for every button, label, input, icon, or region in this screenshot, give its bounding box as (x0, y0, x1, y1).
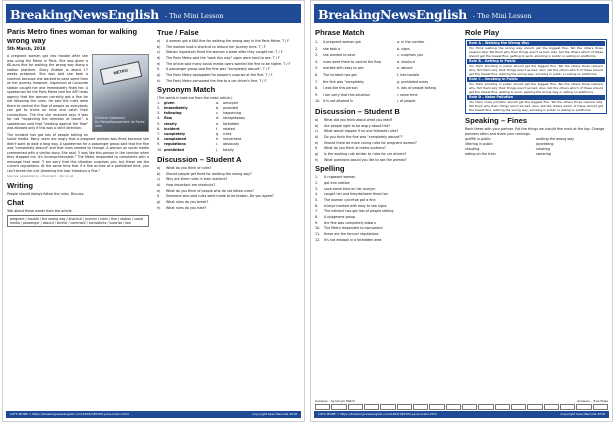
roleplay-box (465, 39, 607, 114)
role-text: You think shouting in public should get the biggest fine. Tell the others three reasons why. Tell them why their things aren't as bad. Also, tell the others which of these should get the lowest fine: walking the wrong way, smoking in public or eating on platforms. (469, 63, 603, 76)
footer-bar (314, 411, 609, 418)
item-letter: a) (315, 117, 319, 122)
item-number: 12. (315, 237, 321, 242)
item-letter: g) (157, 73, 161, 78)
item-text: Station inspectors fined the woman a week after they caught her. T / F (166, 50, 283, 55)
list-item (315, 187, 457, 192)
list-item (315, 204, 457, 209)
row-word: given (164, 100, 175, 105)
brand-subtitle: - The Mini Lesson (164, 12, 224, 20)
list-item (315, 146, 457, 151)
row-end: j. of people (397, 99, 416, 104)
row-start: she wanted to save (323, 53, 356, 58)
item-number: 2. (315, 180, 319, 185)
row-letter: i. (216, 142, 219, 147)
item-text: How important are shortcuts? (166, 182, 216, 187)
row-number: 7. (315, 79, 319, 84)
item-text: What do you think of metro systems? (324, 146, 386, 151)
item-letter: e) (157, 61, 161, 66)
chat-text: Talk about these words from the article. (7, 209, 73, 213)
item-letter: h) (157, 205, 161, 210)
item-text: The Paris Metro compared the fine to a car driver's fine. T / F (166, 78, 267, 83)
discussion-b-list (315, 118, 457, 162)
role-heading: Role B – Getting in Public (467, 59, 605, 64)
phrase-row (315, 72, 457, 79)
list-item (315, 215, 457, 220)
roleplay-column (465, 26, 607, 157)
item-letter: b) (315, 123, 319, 128)
list-item (157, 73, 299, 78)
photo-caption: Graham Cabaneau Du Parisdépassement de Fonte vers (95, 116, 145, 128)
row-answer: provided (223, 106, 238, 111)
item-number: 1. (315, 175, 319, 180)
item-number: 7. (315, 209, 319, 214)
item-number: 4. (315, 192, 319, 197)
item-number: 8. (315, 215, 319, 220)
row-answer: annoyed (223, 100, 238, 105)
list-item (315, 198, 457, 203)
synonym-list (157, 101, 299, 153)
article-column (7, 26, 149, 227)
row-letter: g. (216, 132, 220, 137)
article-paragraph: A pregnant woman got into trouble after she was using the Metro in Paris. She was given a 60-euro fine for walking the wrong way along a station platform. Stacy Bubble is about 17 weeks pregnant. She was told she took a shortcut because she wanted to save some time on her journey. However, inspectors at Concorde station caught her and immediately fined her. A spokesman for the Paris Metro told the AFP news agency that the woman correctly got a fine for not following the rules. He said the rules were there to control the flow of people so everybody can get to trains on time and catch their connections. The fine she received says it was for not "respecting the direction of travel". A spokesman said that "walking against the flow" was allowed only if this was a strict direction. (7, 54, 88, 130)
item-text: Is the working rule similar to rules for car drivers? (324, 152, 407, 157)
item-text: The ndiniect has got lots of people talking (324, 209, 394, 214)
row-letter: d. (216, 116, 220, 121)
list-item (157, 62, 299, 67)
list-item (157, 79, 299, 84)
item-text: What rules do you hate? (166, 205, 207, 210)
article-headline: Paris Metro fines woman for walking wrong way (7, 27, 138, 45)
answer-cell[interactable] (511, 404, 526, 410)
item-letter: f) (315, 146, 318, 151)
item-text: The Paris Metro said the "walk this way" signs were hard to see. T / F (166, 56, 280, 61)
item-text: The Paris Metro apologized for people's surprise at the fine. T / F (166, 73, 273, 78)
row-end: g. prohibited areas (397, 79, 429, 84)
discussion-a-list (157, 166, 299, 210)
item-text: A npsgesera group (324, 215, 356, 220)
brand-subtitle: - The Mini Lesson (472, 12, 532, 20)
phrase-row (315, 65, 457, 72)
phrase-row (315, 52, 457, 59)
item-number: 6. (315, 203, 319, 208)
list-item (315, 181, 457, 186)
role-card (467, 77, 605, 94)
row-end: d. shortcut (397, 59, 415, 64)
list-item (157, 200, 299, 205)
answer-cell[interactable] (413, 404, 428, 410)
list-item (157, 56, 299, 61)
answer-cell[interactable] (348, 404, 363, 410)
item-text: The woman cylcrrtoe got a fine (324, 198, 376, 202)
row-start: I was like this person (323, 86, 358, 91)
fines-list (465, 137, 607, 157)
list-item (315, 152, 457, 157)
row-letter: h. (216, 137, 220, 142)
writing-title: Writing (7, 180, 34, 190)
item-text: Should people get fined for walking the wrong way? (166, 171, 252, 176)
answer-cell[interactable] (593, 404, 608, 410)
item-number: 5. (315, 198, 319, 202)
item-text: What do you think of people who do not follow rules? (166, 188, 254, 193)
answer-cell[interactable] (380, 404, 395, 410)
row-letter: b. (216, 106, 220, 111)
row-number: 4. (315, 59, 319, 64)
answer-cell[interactable] (576, 404, 591, 410)
role-text: You think smoking in public should get the biggest fine. Tell the others three reasons why. Tell them why their things aren't as bad. Also, tell the others which of these should get the lowest fine: getting to work, walking the wrong way or eating on platforms. (469, 81, 603, 94)
row-end: h. lots of people talking (397, 86, 436, 91)
list-item (157, 172, 299, 177)
row-number: 10. (157, 147, 163, 152)
row-number: 8. (157, 137, 161, 142)
row-letter: e. (216, 121, 220, 126)
item-letter: d) (157, 56, 161, 61)
phrase-row (315, 79, 457, 86)
list-item (157, 194, 299, 199)
brand-name: BreakingNewsEnglish (10, 7, 159, 22)
list-item (157, 183, 299, 188)
row-end: c. surprises you (397, 53, 424, 58)
list-item (315, 192, 457, 197)
row-word: prohibited (164, 147, 184, 152)
item-letter: f) (157, 67, 160, 72)
list-item (315, 232, 457, 237)
row-number: 10. (315, 99, 321, 104)
role-heading: Role A – Walking the Wrong Way (467, 41, 605, 46)
item-text: Someone who said rules were made to be broken. Do you agree? (166, 194, 274, 199)
article-photo (92, 54, 149, 132)
item-letter: c) (315, 129, 319, 134)
list-item (315, 141, 457, 146)
item-text: A rngaepnt woman (324, 175, 356, 180)
phrase-row (315, 46, 457, 53)
row-number: 2. (315, 46, 319, 51)
row-answer: obviously (223, 142, 240, 147)
list-item (157, 189, 299, 194)
row-start: rules were there to control the flow (323, 59, 382, 64)
list-item (315, 209, 457, 214)
article-credit: Sources: newsphoto.tv • thelocal.fr • bbc.co.uk (7, 174, 74, 178)
row-number: 5. (315, 66, 319, 71)
row-end: i. some time (397, 92, 418, 97)
item-text: Why are there rules in train stations? (166, 177, 228, 182)
item-number: 11. (315, 232, 321, 237)
row-start: The incident has got (323, 72, 357, 77)
phrase-row (315, 98, 457, 105)
item-letter: g) (157, 199, 161, 204)
row-number: 1. (315, 40, 319, 44)
chat-title: Chat (7, 198, 24, 207)
speaking-fines-intro: Rank these with your partner. Put the things we should fine most at the top. Change partners often and share your rankings. (465, 127, 605, 136)
role-card (467, 41, 605, 58)
list-item: shouting (465, 147, 480, 151)
item-text: save some time on her ouerjyn (324, 186, 376, 191)
item-text: Should there be more caring rules for pregnant women? (324, 140, 417, 145)
row-number: 5. (157, 121, 161, 126)
item-text: A woman got a $60 fine for walking the wrong way in the Paris Metro. T / F (166, 39, 290, 43)
item-text: The article said many social media users wanted the fine to be higher. T / F (166, 61, 291, 66)
phrase-list (315, 39, 457, 105)
item-letter: e) (157, 188, 161, 193)
row-word: flow (164, 116, 172, 121)
list-item (315, 221, 457, 226)
answer-cell[interactable] (446, 404, 461, 410)
row-word: complained (164, 137, 187, 142)
answer-cell[interactable] (315, 404, 330, 410)
row-end: a. in the corridor (397, 40, 425, 44)
item-number: 9. (315, 220, 319, 225)
row-answer: movement (223, 137, 242, 142)
item-letter: c) (157, 50, 161, 55)
item-text: What questions would you like to ask the woman? (324, 157, 407, 162)
list-item (315, 175, 457, 180)
article-paragraph: The incident has got lots of people talking on social media. Many users are angry that a pregnant woman was fined because she didn't want to walk a long way. A spokesman for a passenger group said that the fine was "completely absurd" and that rules needed to change. A woman on social media commented with a similar story. She said, "I was like this person in the corridor when they stopped me. It's incomprehensible." The Metro responded to complaints with a message that read: "I am sorry that this situation surprises you, but these are the current regulations. At the same time that if a fine arrives at a prohibited time, you can't break the rule (breaking the law) introduce a fine." (7, 132, 149, 173)
role-card (467, 59, 605, 76)
item-text: the fine was completely bdsaru (324, 220, 376, 225)
header-banner (314, 4, 609, 23)
answer-cell[interactable] (429, 404, 444, 410)
item-letter: d) (157, 182, 161, 187)
item-text: What do you think of rules? (166, 165, 212, 170)
item-letter: c) (157, 177, 161, 182)
chat-word-box: pregnant / trouble / the wrong way / shortcut / journey / rules / fine / station / social media / passenger / absurd / similar / comment / complaints / surprise / law (7, 215, 149, 228)
list-item: graffiti in public (465, 137, 491, 141)
row-word: immediately (164, 106, 188, 111)
row-start: the fine was "completely (323, 79, 364, 84)
answer-cell[interactable] (544, 404, 559, 410)
roleplay-title: Role Play (465, 28, 500, 37)
item-letter: h) (157, 78, 161, 83)
row-number: 7. (157, 132, 161, 137)
writing-text: People should always follow the rules. Discuss. (7, 191, 85, 196)
row-start: A pregnant woman got (323, 40, 361, 44)
row-letter: j. (216, 147, 219, 152)
row-start: I am sorry that this situation (323, 92, 370, 97)
synonym-title: Synonym Match (157, 85, 216, 95)
row-answer: forbidden (223, 121, 240, 126)
row-number: 3. (315, 53, 319, 58)
item-letter: f) (157, 194, 160, 199)
phrase-title: Phrase Match (315, 28, 365, 37)
brand-name: BreakingNewsEnglish (318, 7, 467, 22)
answer-cell[interactable] (331, 404, 346, 410)
photo-sign: METRO (100, 61, 142, 85)
item-text: The woman took a shortcut to reduce her journey time. T / F (166, 44, 266, 49)
row-end: f. into trouble (397, 72, 420, 77)
speaking-fines-title: Speaking – Fines (465, 116, 528, 125)
article-date: 5th March, 2018 (7, 46, 46, 51)
item-letter: d) (315, 135, 319, 139)
row-word: completely (164, 132, 186, 137)
row-number: 3. (157, 111, 161, 116)
row-start: it is not allowed in (323, 99, 354, 104)
header-banner (6, 4, 301, 23)
item-text: What would happen if no one followed rules? (324, 129, 399, 134)
row-number: 4. (157, 116, 161, 121)
truefalse-list (157, 39, 299, 83)
answer-cell[interactable] (527, 404, 542, 410)
answer-key (315, 399, 608, 410)
item-text: What did you think about what you read? (324, 117, 393, 122)
list-item: jaywalking (536, 142, 554, 146)
footer-link[interactable]: LOTS MORE ⇒ https://breakingnewsenglish.com/1803/180305-paris-metro.html (318, 412, 438, 416)
footer-bar (6, 411, 301, 418)
row-number: 2. (157, 106, 161, 111)
list-item: swearing (536, 152, 551, 156)
row-number: 8. (315, 86, 319, 91)
answer-cell[interactable] (495, 404, 510, 410)
page-right (310, 0, 613, 422)
item-number: 10. (315, 226, 321, 231)
answer-cell[interactable] (462, 404, 477, 410)
phrase-row (315, 92, 457, 99)
list-item: littering in public (465, 142, 493, 146)
row-answer: rules (223, 132, 232, 137)
row-word: incident (164, 126, 180, 131)
list-item (157, 39, 299, 44)
list-item (157, 45, 299, 50)
item-letter: a) (157, 39, 161, 43)
list-item (315, 135, 457, 140)
row-end: e. absurd (397, 66, 413, 71)
row-start: she took a (323, 46, 341, 51)
answer-cell[interactable] (397, 404, 412, 410)
row-word: regulations (164, 142, 186, 147)
item-letter: b) (157, 171, 161, 176)
role-text: You think noise pollution should get the biggest fine. Tell the others three reasons why. Tell them why their things aren't as bad. Also, tell the others which of these should get the lowest fine: walking the wrong way, smoking in public or eating on platforms. (469, 99, 603, 112)
list-item (315, 118, 457, 123)
item-text: The Metro responded to lcpmoatnsi (324, 226, 383, 231)
item-text: Do you think the fine was "completely absurd"? (324, 135, 403, 139)
row-letter: a. (216, 100, 220, 105)
row-answer: totally (223, 147, 234, 152)
row-letter: c. (216, 111, 219, 116)
item-letter: g) (315, 152, 319, 157)
list-item: smoking (536, 147, 550, 151)
row-answer: related (223, 126, 235, 131)
item-text: A passenger group said the fine was "completely absurd". T / F (166, 67, 270, 72)
list-item: walking the wrong way (536, 137, 575, 141)
spelling-title: Spelling (315, 164, 345, 174)
discussion-a-title: Discussion – Student A (157, 154, 242, 164)
exercise-column (157, 26, 299, 211)
list-item (315, 238, 457, 243)
row-word: clearly (164, 121, 177, 126)
role-heading: Role C – Smoking in Public (467, 77, 605, 82)
row-word: following (164, 111, 182, 116)
list-item (157, 67, 299, 72)
row-number: 6. (315, 72, 319, 77)
item-text: it's not edowall in a forbidden area (324, 237, 382, 242)
row-answer: straightaway (223, 116, 246, 121)
role-heading: Role D – Noise Pollution (467, 95, 605, 100)
row-start: marked with easy to see (323, 66, 364, 71)
list-item (157, 206, 299, 211)
row-number: 9. (315, 92, 319, 97)
phrase-row (315, 59, 457, 66)
item-letter: a) (157, 165, 161, 170)
list-item (315, 124, 457, 129)
item-number: 3. (315, 186, 319, 191)
item-letter: e) (315, 140, 319, 145)
list-item (157, 166, 299, 171)
discussion-b-title: Discussion – Student B (315, 106, 400, 116)
list-item (157, 50, 299, 55)
answers-synonym-label: Answers – Synonym Match (315, 399, 356, 403)
list-item: eating on the train (465, 152, 496, 156)
item-text: Are people right to be angry about this? (324, 123, 391, 128)
synonym-intro: (The words in bold are from the news article.) (157, 96, 233, 101)
footer-copyright: Copyright Sean Banville 2018 (252, 412, 297, 416)
answers-truefalse-label: Answers – True False (577, 399, 608, 403)
row-answer: happening (223, 111, 242, 116)
phrase-row (315, 85, 457, 92)
row-number: 6. (157, 126, 161, 131)
item-text: tclarye marked with easy to see signs (324, 203, 387, 208)
list-item (315, 158, 457, 163)
phrase-row (315, 39, 457, 46)
item-text: What rules do you break? (166, 199, 209, 204)
item-text: got into urbtloe (324, 180, 350, 185)
row-number: 9. (157, 142, 161, 147)
answer-cell[interactable] (560, 404, 575, 410)
list-item (315, 129, 457, 134)
item-letter: h) (315, 157, 319, 162)
phrase-column (315, 26, 457, 244)
answer-cell[interactable] (364, 404, 379, 410)
truefalse-title: True / False (157, 28, 199, 37)
item-text: these are the ternucr regulations (324, 232, 379, 237)
list-item (157, 177, 299, 182)
footer-link[interactable]: LOTS MORE ⇒ https://breakingnewsenglish.com/1803/180305-paris-metro.html (10, 412, 130, 416)
role-card (467, 95, 605, 112)
item-text: caught her and ttmydailieem fined her (324, 192, 388, 197)
synonym-row (157, 148, 299, 153)
answer-cell[interactable] (478, 404, 493, 410)
spelling-list (315, 175, 457, 242)
role-text: You think walking the wrong way should get the biggest fine. Tell the others three reasons why. Tell them why their things aren't as bad. Also, tell the others which of these should get the lowest fine: getting to work, smoking in public or eating on platforms. (469, 45, 603, 58)
list-item (315, 226, 457, 231)
answer-cells (315, 404, 608, 410)
footer-copyright: Copyright Sean Banville 2018 (560, 412, 605, 416)
item-letter: b) (157, 44, 161, 49)
page-left (2, 0, 305, 422)
row-number: 1. (157, 100, 161, 105)
row-end: b. signs (397, 46, 410, 51)
row-letter: f. (216, 126, 219, 131)
